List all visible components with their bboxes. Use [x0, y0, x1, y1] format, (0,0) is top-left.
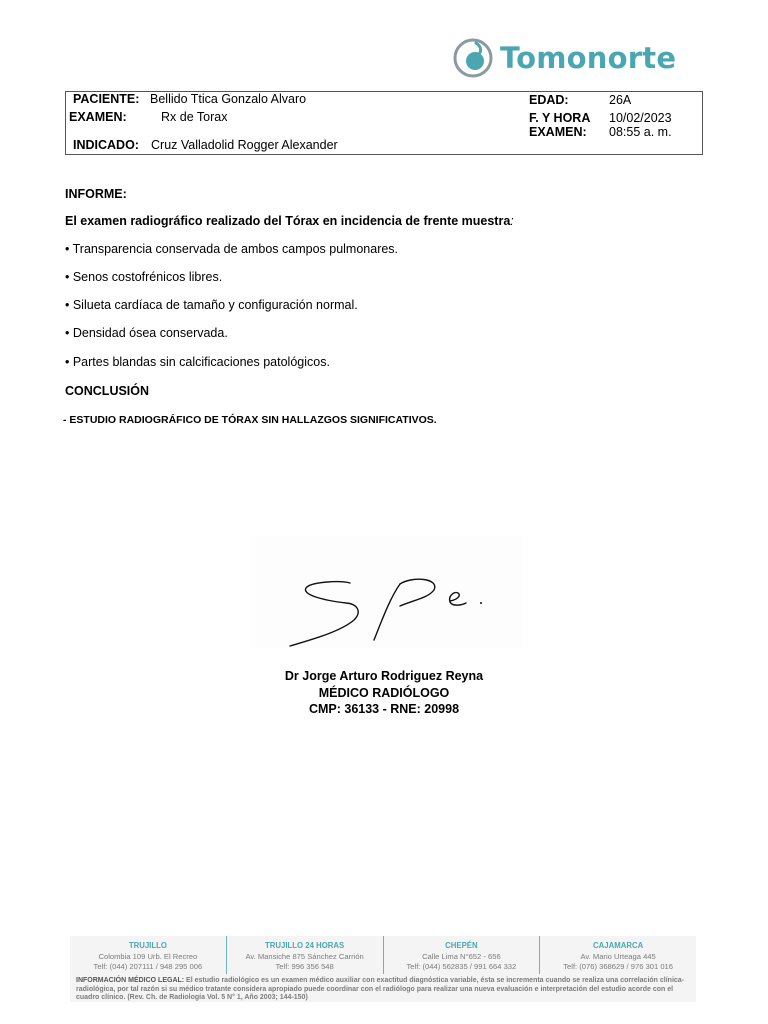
office-item [227, 936, 384, 974]
exam-time: 08:55 a. m. [609, 125, 672, 139]
indicated-label: INDICADO: [73, 138, 139, 152]
brand-name: Tomonorte [500, 41, 677, 75]
brand-logo [452, 34, 704, 82]
report-intro-text: El examen radiográfico realizado del Tórax en incidencia de frente muestra [65, 214, 511, 228]
finding-item: • Senos costofrénicos libres. [65, 270, 223, 284]
signature-drawing [250, 536, 522, 648]
age-label: EDAD: [529, 93, 569, 107]
age-value: 26A [609, 93, 632, 107]
office-city: TRUJILLO [128, 941, 167, 950]
report-heading: INFORME: [65, 187, 127, 201]
doctor-signature [250, 536, 522, 648]
exam-value: Rx de Torax [161, 110, 228, 124]
office-address: Colombia 109 Urb. El Recreo [98, 951, 198, 961]
legal-title: INFORMACIÓN MÉDICO LEGAL: [76, 977, 185, 984]
office-phone: Telf: 996 356 548 [275, 962, 334, 971]
office-item [384, 936, 541, 974]
office-city: CHEPÉN [445, 941, 478, 950]
office-address: Calle Lima N°652 - 656 [422, 951, 501, 961]
office-city: TRUJILLO 24 HORAS [264, 941, 345, 950]
doctor-title: MÉDICO RADIÓLOGO [318, 685, 450, 700]
datetime-label-line2: EXAMEN: [529, 125, 587, 139]
legal-text: El estudio radiológico es un examen médico auxiliar con exactitud diagnóstica variable, ésta se incrementa cuando se realiza una correlación clínica-radiológica, por tal razón si su médico tratante considera apropiado puede coordinar con el radiólogo para realizar una nueva evaluación e interpretación del estudio acorde con el cuadro clínico. (Rev. Ch. de Radiología Vol. 5 N° 1, Año 2003; 144-150) [76, 977, 685, 1002]
report-intro [65, 214, 514, 228]
office-item [540, 936, 696, 974]
conclusion-text: - ESTUDIO RADIOGRÁFICO DE TÓRAX SIN HALLAZGOS SIGNIFICATIVOS. [63, 414, 437, 426]
office-address: Av. Mansiche 875 Sánchez Carrión [245, 951, 364, 961]
patient-info-box [65, 91, 703, 155]
report-intro-colon: : [510, 214, 514, 228]
finding-item: • Densidad ósea conservada. [65, 326, 228, 340]
patient-label: PACIENTE: [73, 92, 140, 106]
patient-name: Bellido Ttica Gonzalo Alvaro [150, 92, 307, 106]
indicated-value: Cruz Valladolid Rogger Alexander [151, 138, 338, 152]
datetime-label-line1: F. Y HORA [529, 111, 591, 125]
footer [70, 936, 696, 1002]
doctor-info [184, 668, 584, 718]
finding-item: • Silueta cardíaca de tamaño y configuración normal. [65, 298, 358, 312]
conclusion-heading: CONCLUSIÓN [65, 384, 150, 398]
office-phone: Telf: (076) 368629 / 976 301 016 [563, 962, 674, 971]
office-city: CAJAMARCA [593, 941, 644, 950]
doctor-name: Dr Jorge Arturo Rodriguez Reyna [284, 669, 484, 683]
office-phone: Telf: (044) 562835 / 991 664 332 [406, 962, 517, 971]
legal-notice [76, 977, 692, 1003]
exam-date: 10/02/2023 [609, 111, 672, 125]
doctor-registration: CMP: 36133 - RNE: 20998 [308, 702, 460, 716]
office-phone: Telf: (044) 207111 / 948 295 006 [93, 962, 203, 971]
office-list [70, 936, 696, 974]
office-address: Av. Mario Urteaga 445 [580, 951, 656, 961]
office-item [70, 936, 227, 974]
exam-label: EXAMEN: [69, 110, 127, 124]
tomonorte-swirl-icon [452, 37, 494, 79]
finding-item: • Transparencia conservada de ambos campos pulmonares. [65, 242, 399, 256]
finding-item: • Partes blandas sin calcificaciones patológicos. [65, 355, 330, 369]
